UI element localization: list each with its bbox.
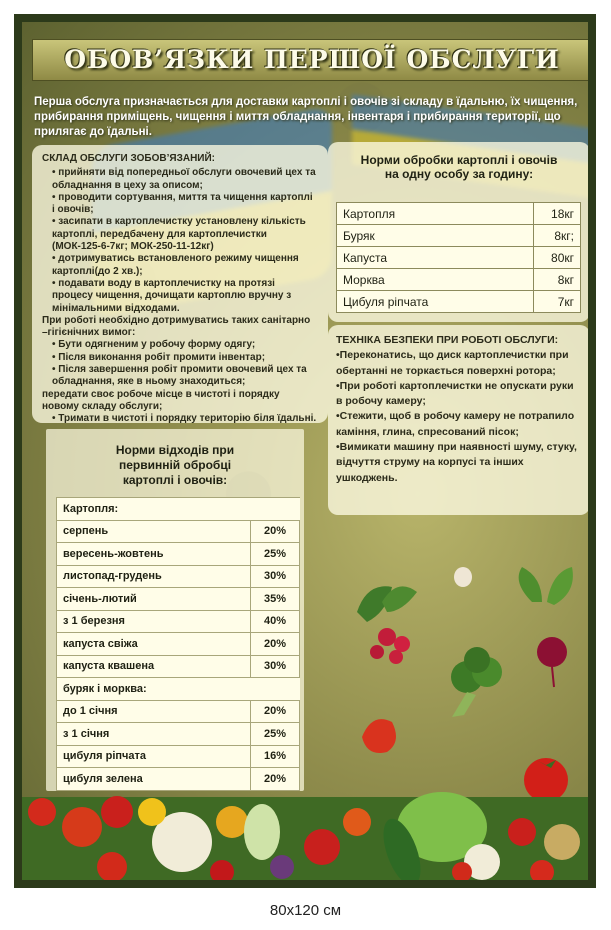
- waste-value: 35%: [251, 588, 300, 611]
- poster: [14, 14, 596, 888]
- processing-norms-heading: Норми обробки картоплі і овочів на одну особу за годину:: [360, 153, 558, 181]
- waste-name: серпень: [57, 520, 251, 543]
- table-row: [337, 269, 581, 291]
- hygiene-item: передати своє робоче місце в чистоті і порядку новому складу обслуги;: [42, 388, 280, 412]
- pepper-icon: [362, 719, 396, 753]
- processing-norms-table: [336, 202, 581, 313]
- waste-name: вересень-жовтень: [57, 543, 251, 566]
- size-caption: 80х120 см: [269, 902, 342, 919]
- waste-name: січень-лютий: [57, 588, 251, 611]
- waste-name: капуста свіжа: [57, 633, 251, 656]
- safety-heading: ТЕХНІКА БЕЗПЕКИ ПРИ РОБОТІ ОБСЛУГИ:: [336, 334, 559, 346]
- norm-value: 8кг;: [534, 225, 581, 247]
- poster-title: ОБОВ’ЯЗКИ ПЕРШОЇ ОБСЛУГИ: [64, 45, 560, 74]
- table-row: [337, 291, 581, 313]
- group-label: буряк і морква:: [57, 678, 300, 701]
- processing-norms-panel: [328, 142, 588, 322]
- norm-value: 7кг: [534, 291, 581, 313]
- norm-value: 18кг: [534, 203, 581, 225]
- waste-value: 20%: [251, 633, 300, 656]
- tomato-icon: [524, 758, 568, 802]
- norm-name: Капуста: [337, 247, 534, 269]
- waste-value: 30%: [251, 565, 300, 588]
- waste-value: 20%: [251, 520, 300, 543]
- safety-item: •Вимикати машину при наявності шуму, стуку, відчуття струму на корпусі та інших ушкоджень.: [336, 441, 577, 484]
- staff-duties-heading: СКЛАД ОБСЛУГИ ЗОБОВ’ЯЗАНИЙ:: [42, 153, 215, 164]
- waste-value: 25%: [251, 543, 300, 566]
- norm-value: 8кг: [534, 269, 581, 291]
- duty-item: • прийняти від попередньої обслуги овочевий цех та обладнання в цеху за описом;: [52, 167, 316, 191]
- title-bar: [32, 39, 588, 81]
- safety-item: •Переконатись, що диск картоплечистки при обертанні не торкається поверхні ротора;: [336, 349, 569, 377]
- garlic-icon: [454, 567, 472, 587]
- safety-panel: [328, 325, 588, 515]
- hygiene-item: • Після завершення робіт промити овочевий цех та обладнання, яке в ньому знаходиться;: [52, 364, 307, 388]
- waste-value: 40%: [251, 610, 300, 633]
- waste-name: з 1 березня: [57, 610, 251, 633]
- waste-value: 30%: [251, 655, 300, 678]
- safety-item: •Стежити, щоб в робочу камеру не потрапило каміння, глина, спресований пісок;: [336, 410, 575, 438]
- norm-name: Буряк: [337, 225, 534, 247]
- group-label: Картопля:: [57, 498, 300, 521]
- vegetable-pile-icon: [22, 792, 588, 880]
- vegetables-illustration: [22, 542, 588, 880]
- waste-value: 20%: [251, 768, 300, 791]
- table-row: [337, 225, 581, 247]
- waste-value: 16%: [251, 745, 300, 768]
- table-row: [57, 520, 300, 543]
- duty-item: • проводити сортування, миття та чищення картоплі і овочів;: [52, 191, 313, 216]
- waste-name: листопад-грудень: [57, 565, 251, 588]
- waste-name: з 1 січня: [57, 723, 251, 746]
- waste-name: цибуля зелена: [57, 768, 251, 791]
- norm-value: 80кг: [534, 247, 581, 269]
- table-row: [57, 498, 300, 521]
- duty-item: • засипати в картоплечистку установлену кількість картоплі, передбачену для картоплечистки (МОК-125-6-7кг; МОК-250-11-12кг): [52, 216, 306, 253]
- norm-name: Цибуля ріпчата: [337, 291, 534, 313]
- waste-norms-heading: Норми відходів при первинній обробці картоплі і овочів:: [115, 443, 235, 487]
- intro-text: Перша обслуга призначається для доставки картоплі і овочів зі складу в їдальню, їх чищення, прибирання приміщень, чищення і миття обладнання, інвентаря і прибирання території, що прилягає до їдальні.: [34, 96, 578, 138]
- staff-duties-panel: [32, 145, 328, 423]
- poster-background: [22, 22, 588, 880]
- duty-item: • подавати воду в картоплечистку на протязі процесу чищення, дочищати картоплю вручну з мінімальними відходами.: [52, 277, 292, 314]
- duty-item: • дотримуватись встановленого режиму чищення картоплі(до 2 хв.);: [52, 253, 299, 277]
- waste-value: 25%: [251, 723, 300, 746]
- waste-value: 20%: [251, 700, 300, 723]
- hygiene-item: • Після виконання робіт промити інвентар;: [52, 351, 266, 363]
- hygiene-item: • Тримати в чистоті і порядку територію біля їдальні.: [52, 413, 317, 425]
- beet-icon: [519, 567, 573, 687]
- safety-item: •При роботі картоплечистки не опускати руки в робочу камеру;: [336, 379, 574, 408]
- radish-icon: [357, 586, 417, 664]
- hygiene-item: • Бути одягненим у робочу форму одягу;: [52, 339, 256, 351]
- broccoli-icon: [451, 647, 502, 717]
- waste-name: цибуля ріпчата: [57, 745, 251, 768]
- hygiene-intro: При роботі необхідно дотримуватись таких санітарно –гігієнічних вимог:: [42, 314, 311, 339]
- waste-name: капуста квашена: [57, 655, 251, 678]
- norm-name: Морква: [337, 269, 534, 291]
- table-row: [337, 247, 581, 269]
- table-row: [337, 203, 581, 225]
- waste-name: до 1 січня: [57, 700, 251, 723]
- norm-name: Картопля: [337, 203, 534, 225]
